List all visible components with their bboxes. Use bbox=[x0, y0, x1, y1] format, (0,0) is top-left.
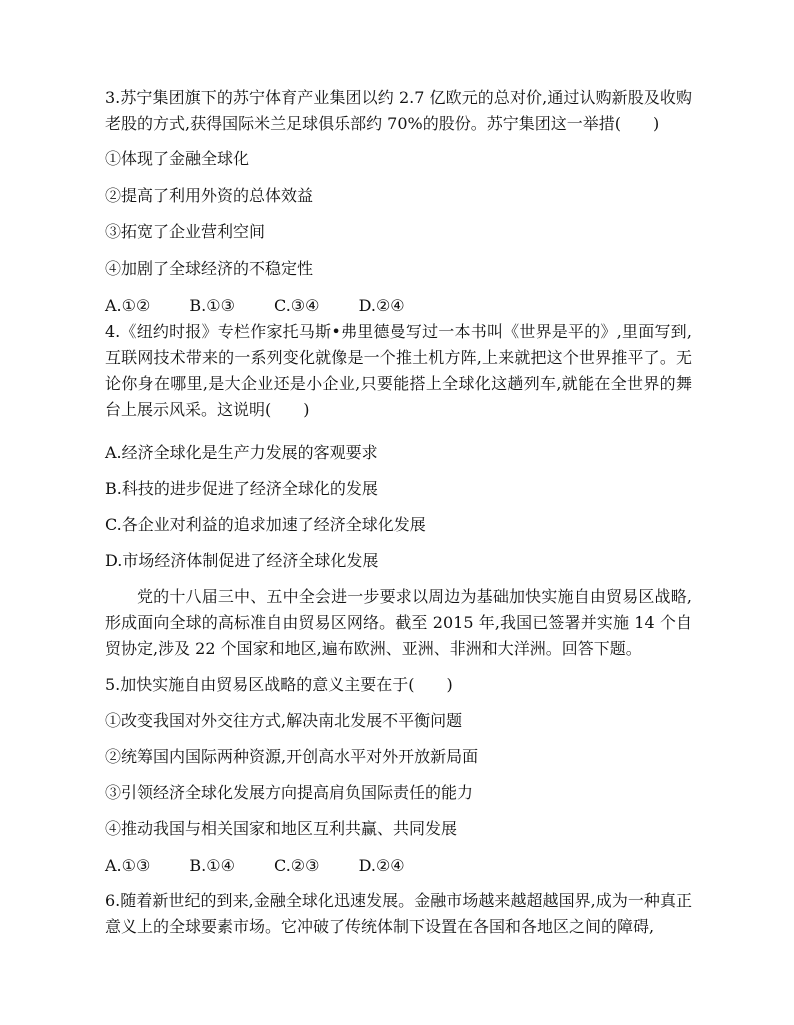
question-3-item-2: ②提高了利用外资的总体效益 bbox=[105, 186, 314, 205]
question-3-item-1: ①体现了金融全球化 bbox=[105, 149, 250, 168]
question-6-stem: 6.随着新世纪的到来,金融全球化迅速发展。金融市场越来越超越国界,成为一种真正意义上的全球要素市场。它冲破了传统体制下设置在各国和各地区之间的障碍, bbox=[105, 891, 692, 936]
question-4-option-a: A.经济全球化是生产力发展的客观要求 bbox=[105, 443, 378, 462]
question-5-option-a: A.①③ bbox=[105, 856, 151, 875]
question-5-item-1: ①改变我国对外交往方式,解决南北发展不平衡问题 bbox=[105, 711, 463, 730]
question-3-option-a: A.①② bbox=[105, 296, 151, 315]
question-5-option-c: C.②③ bbox=[274, 856, 320, 875]
question-4-option-d: D.市场经济体制促进了经济全球化发展 bbox=[105, 551, 379, 570]
question-3-options bbox=[105, 293, 695, 319]
question-5-option-d: D.②④ bbox=[358, 856, 405, 875]
question-3-option-b: B.①③ bbox=[189, 296, 235, 315]
material-paragraph: 党的十八届三中、五中全会进一步要求以周边为基础加快实施自由贸易区战略,形成面向全球的高标准自由贸易区网络。截至 2015 年,我国已签署并实施 14 个自贸协定,涉及 22 个国家和地区,遍布欧洲、亚洲、非洲和大洋洲。回答下题。 bbox=[105, 587, 692, 658]
question-4-option-c: C.各企业对利益的追求加速了经济全球化发展 bbox=[105, 515, 426, 534]
question-3-item-4: ④加剧了全球经济的不稳定性 bbox=[105, 259, 314, 278]
question-3-stem: 3.苏宁集团旗下的苏宁体育产业集团以约 2.7 亿欧元的总对价,通过认购新股及收购老股的方式,获得国际米兰足球俱乐部约 70%的股份。苏宁集团这一举措( ) bbox=[105, 88, 692, 133]
question-5-stem: 5.加快实施自由贸易区战略的意义主要在于( ) bbox=[105, 675, 453, 694]
question-4-stem: 4.《纽约时报》专栏作家托马斯•弗里德曼写过一本书叫《世界是平的》,里面写到,互联网技术带来的一系列变化就像是一个推土机方阵,上来就把这个世界推平了。无论你身在哪里,是大企业还是小企业,只要能搭上全球化这趟列车,就能在全世界的舞台上展示风采。这说明( ) bbox=[105, 322, 692, 419]
question-5-options bbox=[105, 853, 695, 879]
question-5-item-3: ③引领经济全球化发展方向提高肩负国际责任的能力 bbox=[105, 783, 474, 802]
question-3-option-d: D.②④ bbox=[358, 296, 405, 315]
question-5-option-b: B.①④ bbox=[189, 856, 235, 875]
question-3-option-c: C.③④ bbox=[274, 296, 320, 315]
question-4-option-b: B.科技的进步促进了经济全球化的发展 bbox=[105, 479, 378, 498]
question-5-item-2: ②统筹国内国际两种资源,开创高水平对外开放新局面 bbox=[105, 747, 479, 766]
question-3-item-3: ③拓宽了企业营利空间 bbox=[105, 222, 266, 241]
question-5-item-4: ④推动我国与相关国家和地区互利共赢、共同发展 bbox=[105, 819, 458, 838]
